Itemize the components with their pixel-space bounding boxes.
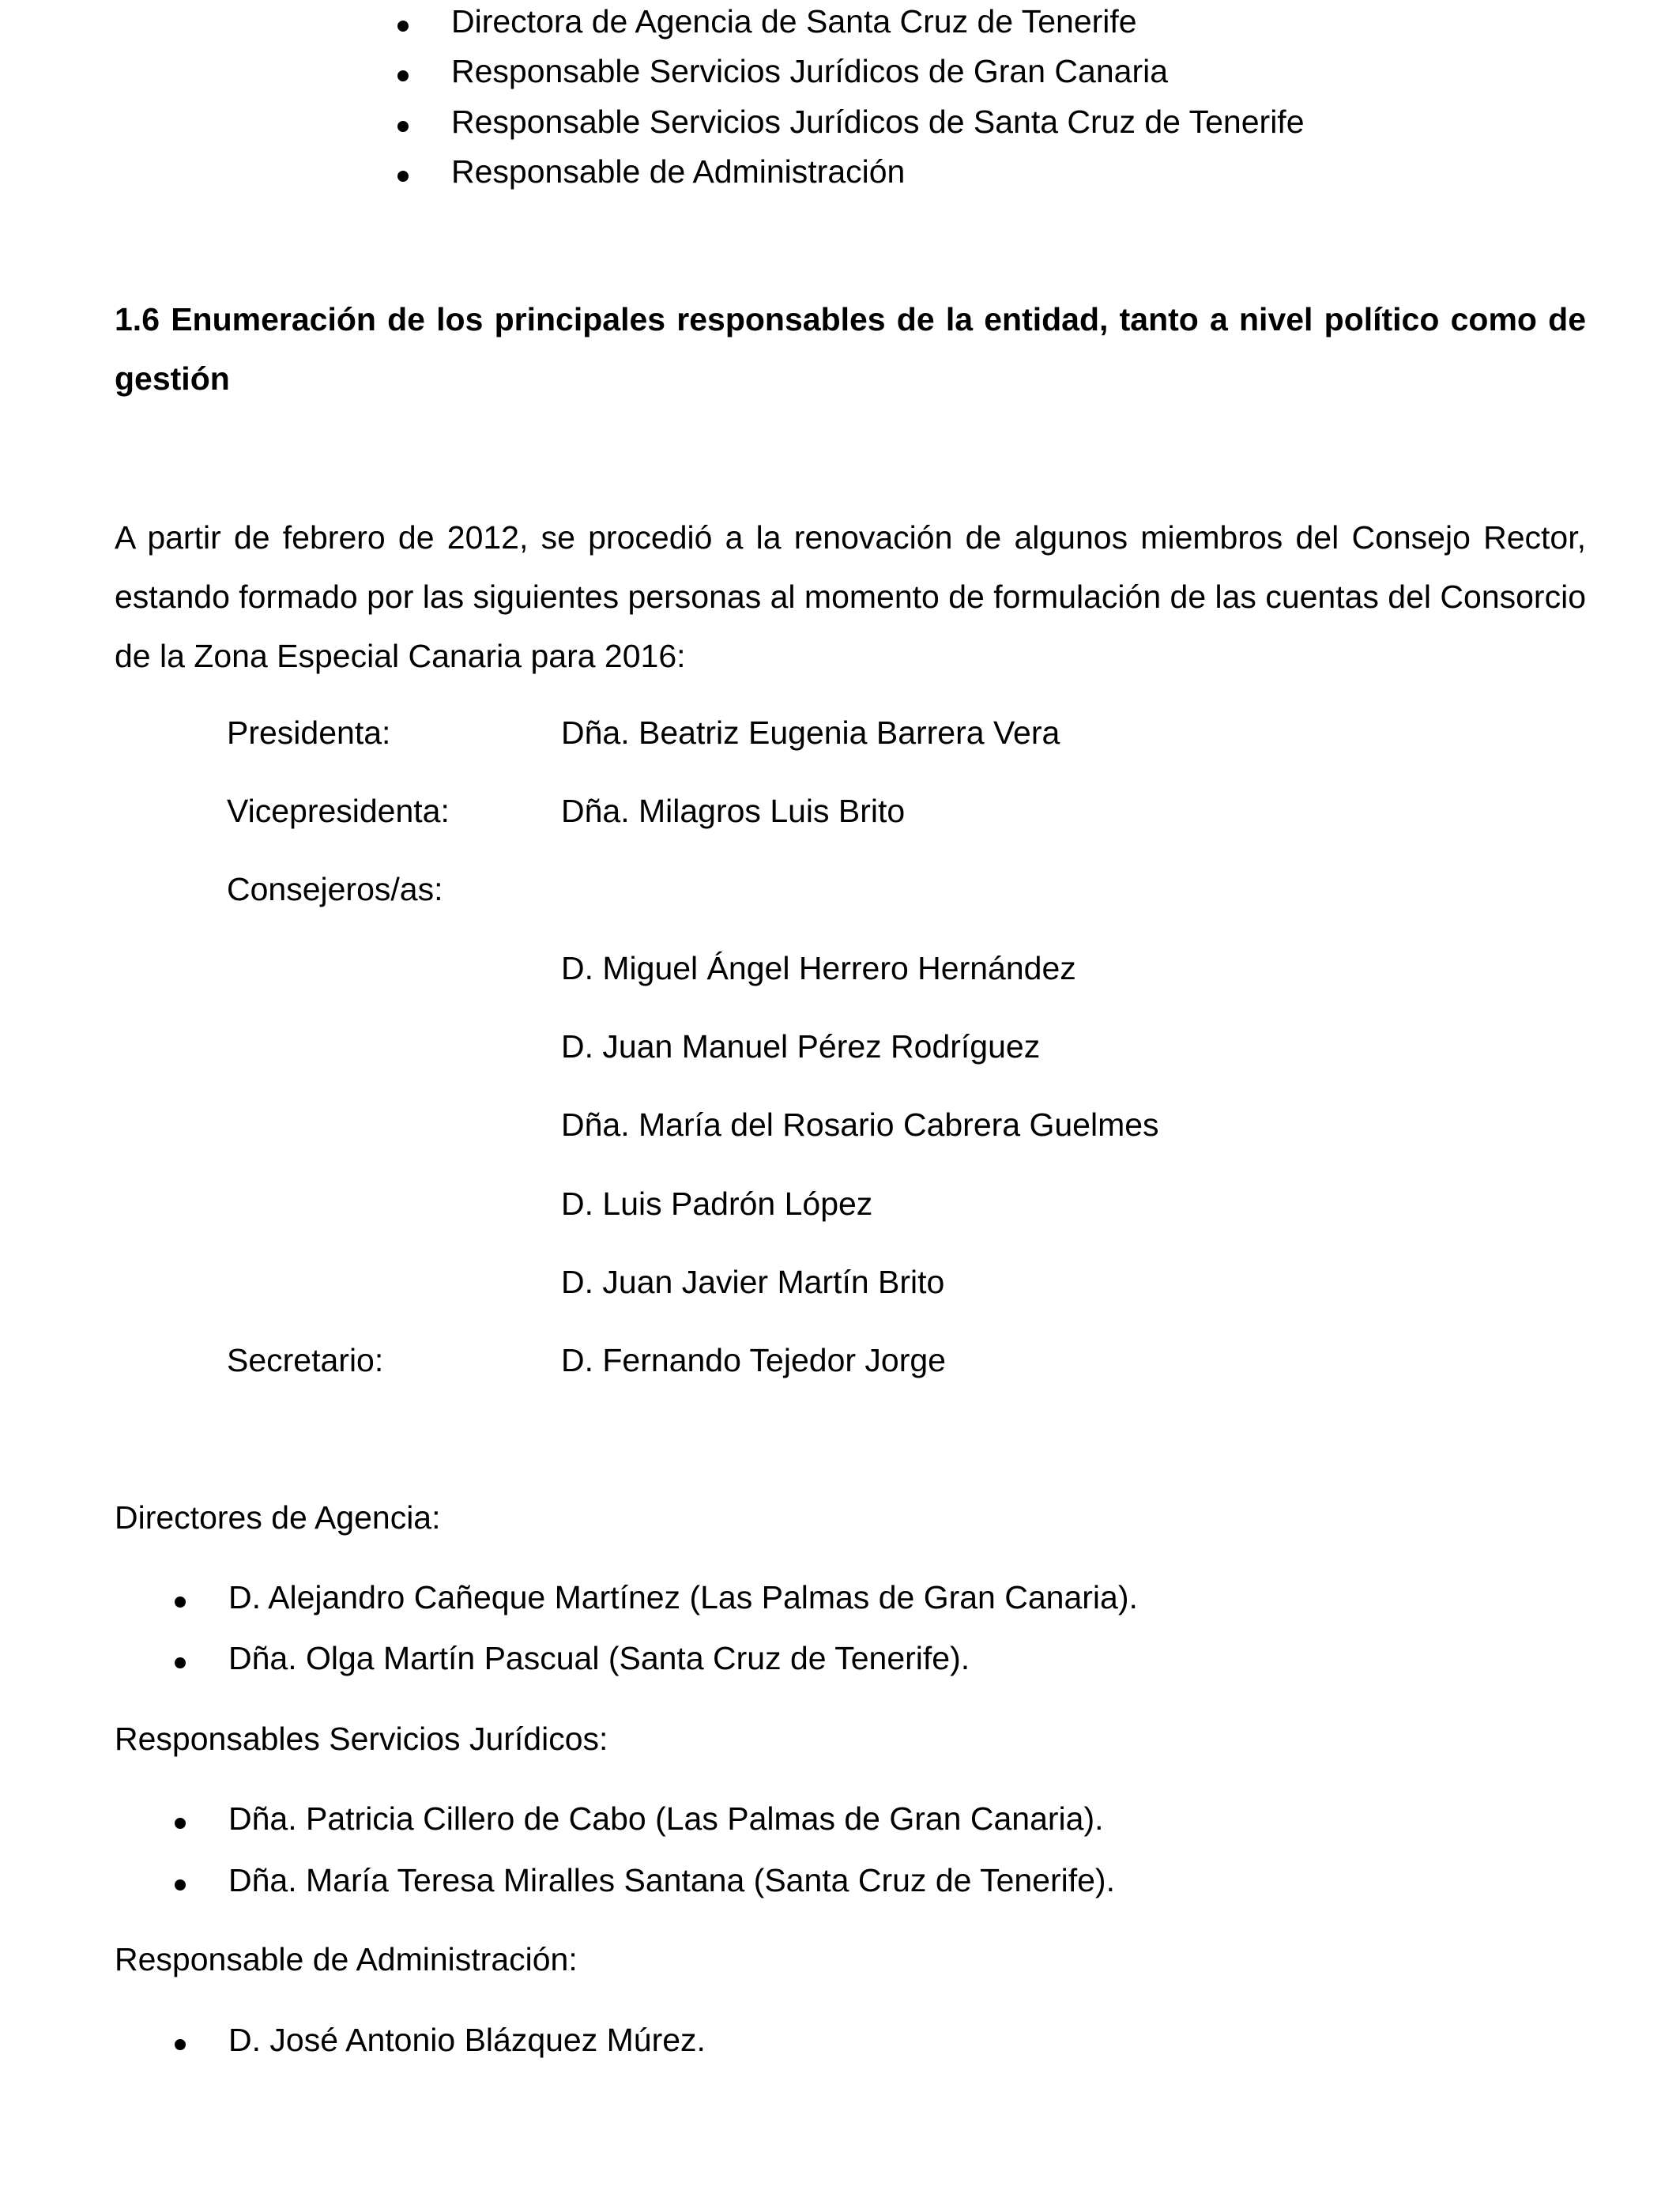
presidenta-label: Presidenta:	[227, 714, 391, 751]
list-item: Dña. María Teresa Miralles Santana (Santa Cruz de Tenerife).	[228, 1862, 1115, 1898]
list-item: Responsable Servicios Jurídicos de Santa Cruz de Tenerife	[451, 104, 1305, 140]
secretario-name: D. Fernando Tejedor Jorge	[561, 1342, 946, 1378]
list-item: D. José Antonio Blázquez Múrez.	[228, 2022, 706, 2058]
vicepresidenta-label: Vicepresidenta:	[227, 793, 450, 829]
administracion-label: Responsable de Administración:	[115, 1941, 578, 1977]
directores-label: Directores de Agencia:	[115, 1499, 441, 1536]
intro-paragraph: A partir de febrero de 2012, se procedió a la renovación de algunos miembros del Consejo Rector, estando formado por las siguientes personas al momento de formulación de las cuentas del Consorcio de la Zona Especial Canaria para 2016:	[115, 519, 1586, 674]
list-item: Dña. Patricia Cillero de Cabo (Las Palmas de Gran Canaria).	[228, 1800, 1104, 1837]
list-item: Responsable Servicios Jurídicos de Gran Canaria	[451, 53, 1169, 89]
consejero-name: Dña. María del Rosario Cabrera Guelmes	[561, 1106, 1159, 1143]
consejeros-label: Consejeros/as:	[227, 871, 443, 907]
consejero-name: D. Miguel Ángel Herrero Hernández	[561, 950, 1076, 986]
secretario-label: Secretario:	[227, 1342, 384, 1378]
presidenta-name: Dña. Beatriz Eugenia Barrera Vera	[561, 714, 1060, 751]
juridicos-label: Responsables Servicios Jurídicos:	[115, 1721, 608, 1757]
list-item: Responsable de Administración	[451, 153, 906, 190]
vicepresidenta-name: Dña. Milagros Luis Brito	[561, 793, 906, 829]
consejero-name: D. Luis Padrón López	[561, 1186, 873, 1222]
consejero-name: D. Juan Javier Martín Brito	[561, 1264, 945, 1300]
list-item: D. Alejandro Cañeque Martínez (Las Palmas de Gran Canaria).	[228, 1579, 1138, 1615]
list-item: Directora de Agencia de Santa Cruz de Tenerife	[451, 3, 1137, 40]
list-item: Dña. Olga Martín Pascual (Santa Cruz de Tenerife).	[228, 1640, 970, 1676]
section-heading: 1.6 Enumeración de los principales responsables de la entidad, tanto a nivel político como de gestión	[115, 301, 1586, 397]
consejero-name: D. Juan Manuel Pérez Rodríguez	[561, 1028, 1041, 1065]
